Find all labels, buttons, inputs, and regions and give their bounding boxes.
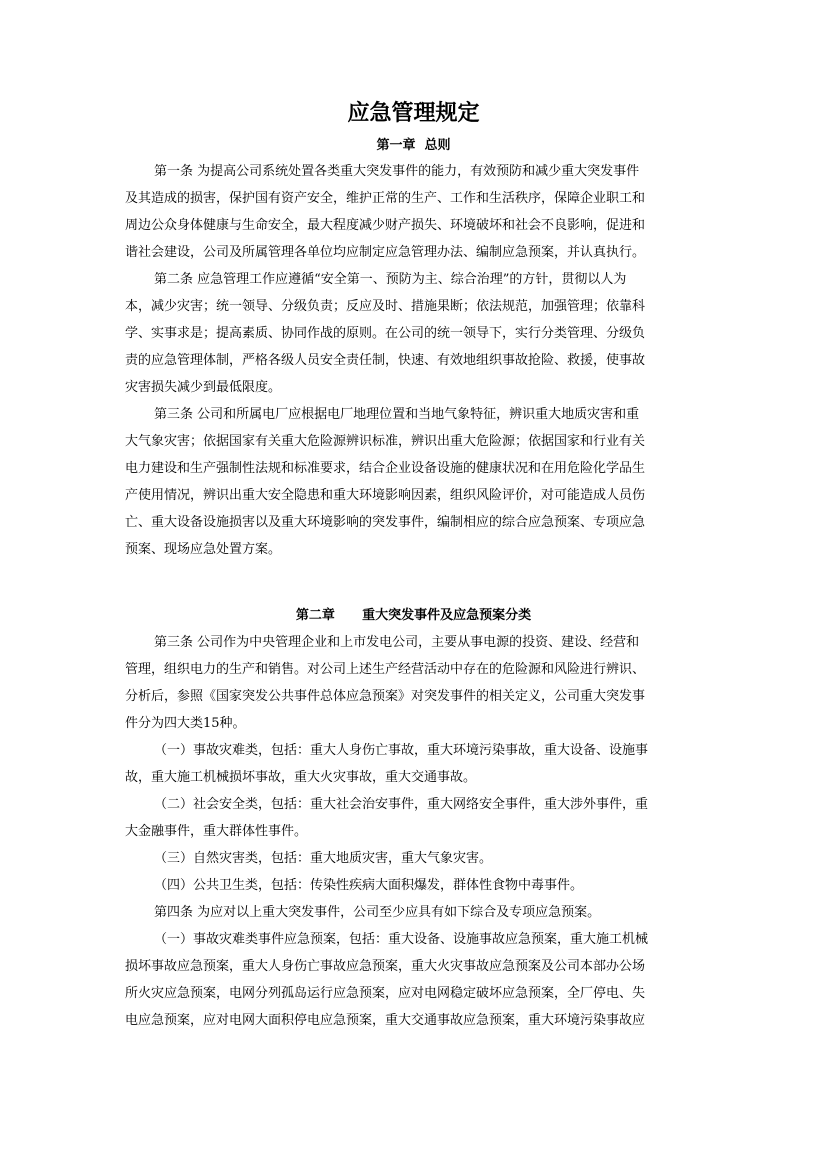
text-line: 预案、现场应急处置方案。 [125,542,282,557]
text-line: 电应急预案，应对电网大面积停电应急预案，重大交通事故应急预案，重大环境污染事故应 [125,1013,646,1028]
chapter-2-article-4 [125,899,708,926]
text-line: （二）社会安全类，包括：重大社会治安事件，重大网络安全事件，重大涉外事件，重 [154,797,649,812]
text-line: 损坏事故应急预案，重大人身伤亡事故应急预案，重大火灾事故应急预案及公司本部办公场 [125,959,646,974]
text-line: 学、实事求是；提高素质、协同作战的原则。在公司的统一领导下，实行分类管理、分级负 [125,326,646,341]
text-line: 灾害损失减少到最低限度。 [125,380,282,395]
category-social-security [125,791,708,845]
text-line: 件分为四大类15种。 [125,716,246,731]
accident-disaster-plans [125,926,708,1034]
text-line: 第二条 应急管理工作应遵循“安全第一、预防为主、综合治理”的方针，贯彻以人为 [154,272,627,287]
text-line: 电力建设和生产强制性法规和标准要求，结合企业设备设施的健康状况和在用危险化学品生 [125,461,646,476]
text-line: 本，减少灾害；统一领导、分级负责；反应及时、措施果断；依法规范，加强管理；依靠科 [125,299,646,314]
text-line: 第三条 公司和所属电厂应根据电厂地理位置和当地气象特征，辨识重大地质灾害和重 [154,407,640,422]
text-line: 谐社会建设，公司及所属管理各单位均应制定应急管理办法、编制应急预案，并认真执行。 [125,245,646,260]
text-line: 亡、重大设备设施损害以及重大环境影响的突发事件，编制相应的综合应急预案、专项应急 [125,515,646,530]
text-line: 及其造成的损害，保护国有资产安全，维护正常的生产、工作和生活秩序，保障企业职工和 [125,191,646,206]
text-line: 第一条 为提高公司系统处置各类重大突发事件的能力，有效预防和减少重大突发事件 [154,164,640,179]
chapter-1-article-3 [125,401,708,563]
text-line: 周边公众身体健康与生命安全，最大程度减少财产损失、环境破坏和社会不良影响，促进和 [125,218,646,233]
text-line: 故，重大施工机械损坏事故，重大火灾事故，重大交通事故。 [125,770,477,785]
text-line: 管理，组织电力的生产和销售。对公司上述生产经营活动中存在的危险源和风险进行辨识、 [125,662,646,677]
category-public-health [125,872,708,899]
category-accident-disaster [125,737,708,791]
text-line: （一）事故灾难类，包括：重大人身伤亡事故，重大环境污染事故，重大设备、设施事 [154,743,649,758]
text-line: 第三条 公司作为中央管理企业和上市发电公司，主要从事电源的投资、建设、经营和 [154,635,640,650]
text-line: 大气象灾害；依据国家有关重大危险源辨识标准，辨识出重大危险源；依据国家和行业有关 [125,434,646,449]
text-line: 分析后，参照《国家突发公共事件总体应急预案》对突发事件的相关定义，公司重大突发事 [125,689,646,704]
document-title: 应急管理规定 [347,100,480,126]
text-line: 第四条 为应对以上重大突发事件，公司至少应具有如下综合及专项应急预案。 [154,905,601,920]
text-line: 产使用情况，辨识出重大安全隐患和重大环境影响因素，组织风险评价，对可能造成人员伤 [125,488,646,503]
text-line: （四）公共卫生类，包括：传染性疾病大面积爆发，群体性食物中毒事件。 [154,878,584,893]
text-line: 所火灾应急预案，电网分列孤岛运行应急预案，应对电网稳定破坏应急预案，全厂停电、失 [125,986,646,1001]
chapter-1-article-1 [125,158,708,266]
chapter-2-article-3 [125,629,708,737]
chapter-2-heading: 第二章 重大突发事件及应急预案分类 [295,608,532,623]
text-line: 责的应急管理体制，严格各级人员安全责任制，快速、有效地组织事故抢险、救援，使事故 [125,353,646,368]
text-line: （三）自然灾害类，包括：重大地质灾害，重大气象灾害。 [154,851,493,866]
chapter-1-article-2 [125,266,708,401]
chapter-1-heading: 第一章 总则 [376,138,451,153]
category-natural-disaster [125,845,708,872]
text-line: 大金融事件，重大群体性事件。 [125,824,308,839]
text-line: （一）事故灾难类事件应急预案，包括：重大设备、设施事故应急预案，重大施工机械 [154,932,649,947]
